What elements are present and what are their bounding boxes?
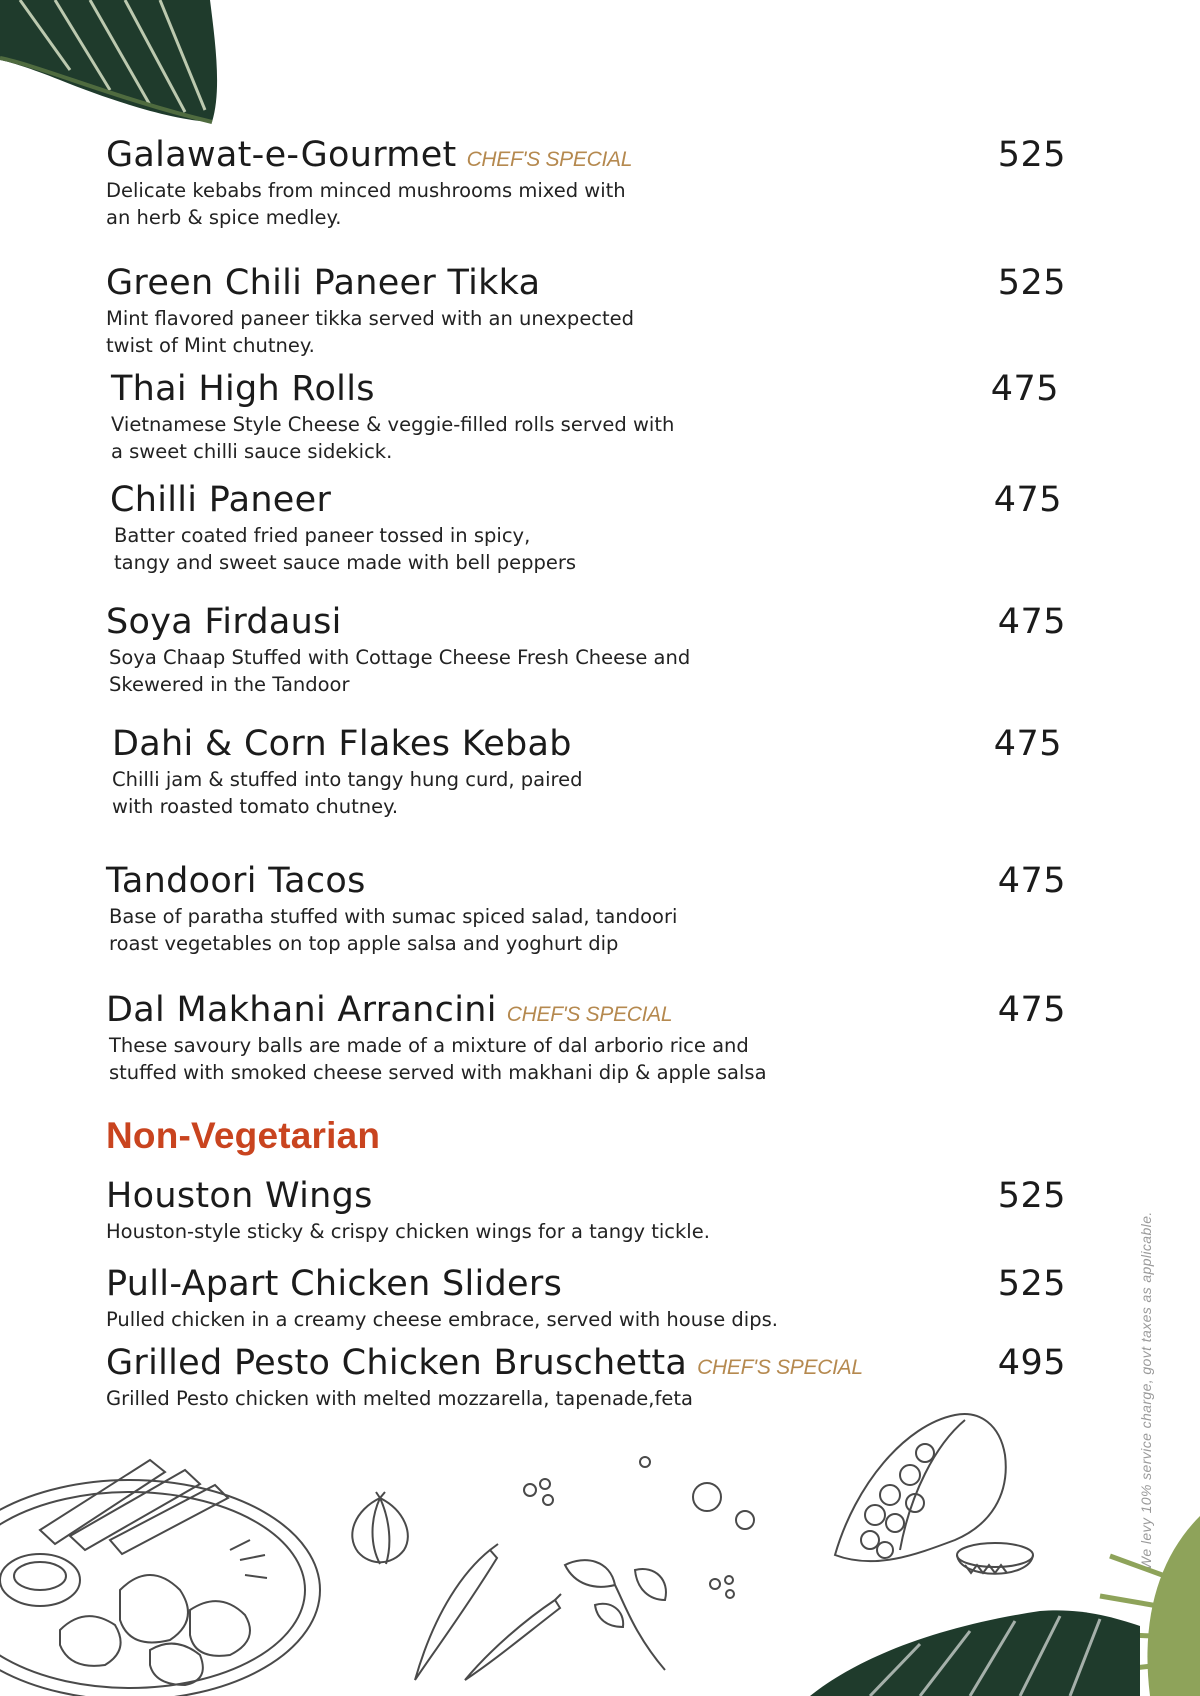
item-description: Delicate kebabs from minced mushrooms mixed with an herb & spice medley. xyxy=(106,179,626,229)
item-name: Thai High Rolls xyxy=(111,369,375,409)
menu-item xyxy=(106,1341,1066,1412)
menu-item xyxy=(106,859,1066,957)
item-price: 495 xyxy=(997,1343,1066,1383)
item-description: Pulled chicken in a creamy cheese embrace, served with house dips. xyxy=(106,1308,778,1331)
item-name: Pull-Apart Chicken Sliders xyxy=(106,1264,563,1304)
menu-item xyxy=(106,261,1066,359)
item-description: Base of paratha stuffed with sumac spiced salad, tandoori roast vegetables on top apple salsa and yoghurt dip xyxy=(109,905,678,955)
chefs-special-tag: CHEF'S SPECIAL xyxy=(697,1356,863,1379)
menu-item xyxy=(112,722,1062,820)
item-price: 525 xyxy=(997,1264,1066,1304)
palm-leaf-bottom-decoration xyxy=(780,1516,1200,1696)
item-name: Tandoori Tacos xyxy=(106,861,366,901)
item-description: Houston-style sticky & crispy chicken wings for a tangy tickle. xyxy=(106,1220,710,1243)
chefs-special-tag: CHEF'S SPECIAL xyxy=(506,1003,673,1026)
herb-leaf-sketch-icon xyxy=(555,1545,685,1675)
item-name: Dahi & Corn Flakes Kebab xyxy=(112,724,572,764)
section-heading-non-vegetarian: Non-Vegetarian xyxy=(106,1115,381,1156)
item-price: 525 xyxy=(997,135,1066,175)
item-name: Houston Wings xyxy=(106,1176,373,1216)
chefs-special-tag: CHEF'S SPECIAL xyxy=(466,148,633,171)
item-name: Galawat-e-Gourmet xyxy=(106,135,457,175)
item-name: Soya Firdausi xyxy=(106,602,342,642)
item-description: Batter coated fried paneer tossed in spicy, tangy and sweet sauce made with bell peppers xyxy=(114,524,577,574)
item-price: 525 xyxy=(997,263,1066,303)
item-price: 475 xyxy=(997,990,1066,1030)
item-price: 475 xyxy=(997,861,1066,901)
item-price: 475 xyxy=(990,369,1059,409)
item-description: Mint flavored paneer tikka served with an unexpected twist of Mint chutney. xyxy=(106,307,635,357)
item-description: Chilli jam & stuffed into tangy hung curd, paired with roasted tomato chutney. xyxy=(112,768,583,818)
menu-item xyxy=(106,1174,1066,1245)
menu-item xyxy=(106,600,1066,698)
item-price: 475 xyxy=(993,480,1062,520)
item-description: Soya Chaap Stuffed with Cottage Cheese Fresh Cheese and Skewered in the Tandoor xyxy=(109,646,691,696)
item-price: 475 xyxy=(993,724,1062,764)
menu-item xyxy=(111,367,1059,465)
item-price: 475 xyxy=(997,602,1066,642)
item-description: These savoury balls are made of a mixture of dal arborio rice and stuffed with smoked cheese served with makhani dip & apple salsa xyxy=(109,1034,767,1084)
item-name: Chilli Paneer xyxy=(110,480,332,520)
item-name: Green Chili Paneer Tikka xyxy=(106,263,541,303)
menu-item xyxy=(106,988,1066,1086)
service-charge-note: We levy 10% service charge, govt taxes as applicable. xyxy=(1138,1211,1154,1570)
menu-item xyxy=(106,133,1066,231)
item-description: Vietnamese Style Cheese & veggie-filled rolls served with a sweet chilli sauce sidekick. xyxy=(111,413,675,463)
food-plate-sketch-icon xyxy=(0,1440,340,1696)
palm-leaf-top-decoration xyxy=(0,0,230,130)
item-description: Grilled Pesto chicken with melted mozzarella, tapenade,feta xyxy=(106,1387,693,1410)
item-name: Dal Makhani Arrancini xyxy=(106,990,497,1030)
menu-item xyxy=(110,478,1062,576)
item-name: Grilled Pesto Chicken Bruschetta xyxy=(106,1343,688,1383)
menu-item xyxy=(106,1262,1066,1333)
item-price: 525 xyxy=(997,1176,1066,1216)
